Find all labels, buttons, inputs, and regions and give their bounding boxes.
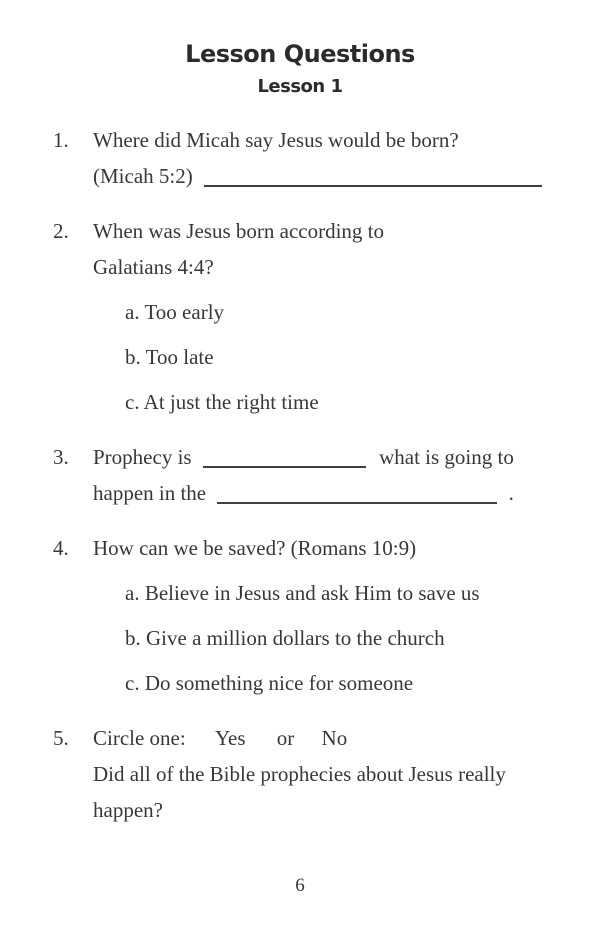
question-2-number: 2. xyxy=(53,219,69,243)
question-4-text: How can we be saved? (Romans 10:9) xyxy=(93,536,417,560)
answer-blank xyxy=(203,456,366,468)
lesson-number-subtitle: Lesson 1 xyxy=(257,76,343,97)
option-c: c. At just the right time xyxy=(125,390,319,414)
lesson-questions-title: Lesson Questions xyxy=(185,40,415,68)
option-c: c. Do something nice for someone xyxy=(125,671,414,695)
question-list xyxy=(0,122,600,828)
question-1-text: Where did Micah say Jesus would be born? xyxy=(93,128,459,152)
option-b: b. Give a million dollars to the church xyxy=(125,626,445,650)
question-2-text-line1: When was Jesus born according to xyxy=(93,219,385,243)
question-5-text-line1: Did all of the Bible prophecies about Jesus really xyxy=(93,762,506,786)
page-header xyxy=(0,0,600,98)
option-b: b. Too late xyxy=(125,345,214,369)
answer-blank xyxy=(217,492,497,504)
choice-yes: Yes xyxy=(214,726,246,750)
question-5-text-line2: happen? xyxy=(93,798,163,822)
option-a: a. Too early xyxy=(125,300,225,324)
question-1-number: 1. xyxy=(53,128,69,152)
question-2-text-line2: Galatians 4:4? xyxy=(93,255,214,279)
question-5-number: 5. xyxy=(53,726,69,750)
question-3 xyxy=(53,439,570,511)
question-3-text-prefix: Prophecy is xyxy=(93,445,192,469)
question-4-options xyxy=(125,575,570,701)
question-1-reference: (Micah 5:2) xyxy=(93,164,193,188)
choice-or-label: or xyxy=(276,726,295,750)
question-5 xyxy=(53,720,570,828)
question-2 xyxy=(53,213,570,420)
question-4 xyxy=(53,530,570,701)
circle-one-label: Circle one: xyxy=(93,726,186,750)
answer-blank xyxy=(204,175,542,187)
question-3-text-suffix: what is going to xyxy=(379,445,514,469)
question-2-options xyxy=(125,294,570,420)
choice-no: No xyxy=(321,726,348,750)
question-3-line2-period: . xyxy=(508,481,514,505)
question-3-number: 3. xyxy=(53,445,69,469)
question-3-line2-prefix: happen in the xyxy=(93,481,207,505)
question-4-number: 4. xyxy=(53,536,69,560)
page-number: 6 xyxy=(295,875,305,896)
question-1 xyxy=(53,122,570,194)
option-a: a. Believe in Jesus and ask Him to save us xyxy=(125,581,480,605)
